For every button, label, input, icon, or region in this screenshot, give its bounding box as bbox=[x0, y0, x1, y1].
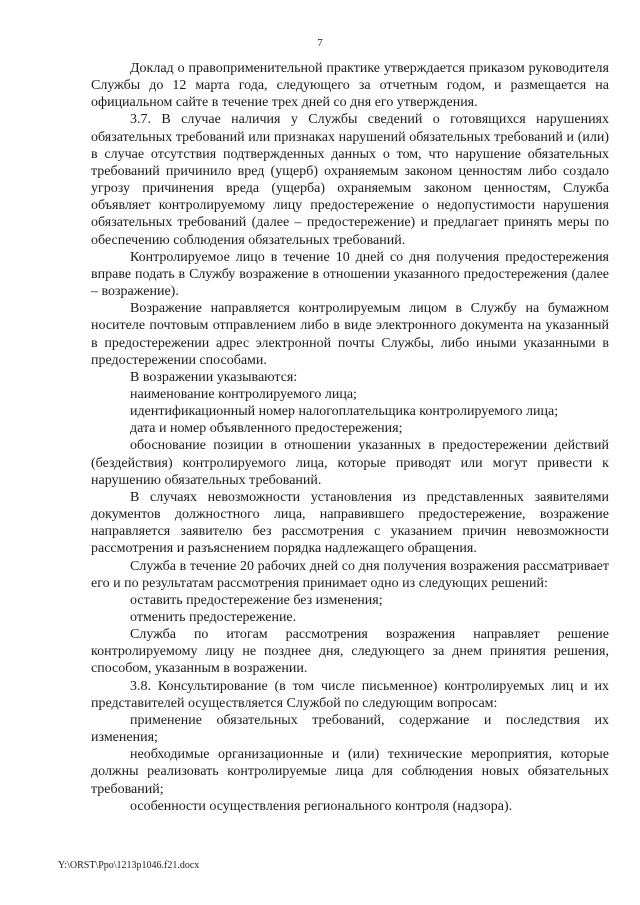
list-item: дата и номер объявленного предостережения; bbox=[130, 421, 403, 437]
paragraph-objection-contents-intro: В возражении указываются: bbox=[130, 369, 298, 385]
footer-file-path: Y:\ORST\Ppo\1213p1046.f21.docx bbox=[58, 860, 200, 871]
document-body bbox=[91, 60, 609, 815]
list-item: идентификационный номер налогоплательщика контролируемого лица; bbox=[130, 404, 559, 420]
paragraph-3-7-warning: 3.7. В случае наличия у Службы сведений о готовящихся нарушениях обязательных требований или признаках нарушений обязательных требований и (или) в случае отсутствия подтвержденных данных о том, что нарушение обязательных требований причинило вред (ущерб) охраняемым законом ценностям либо создало угрозу причинения вреда (ущерба) охраняемым законом ценностям, Служба объявляет контролируемому лицу предостережение о недопустимости нарушения обязательных требований (далее – предостережение) и предлагает принять меры по обеспечению соблюдения обязательных требований. bbox=[91, 112, 609, 248]
list-item: применение обязательных требований, содержание и последствия их изменения; bbox=[91, 712, 609, 746]
list-item: отменить предостережение. bbox=[130, 610, 297, 625]
list-item: необходимые организационные и (или) технические мероприятия, которые должны реализовать контролируемые лица для соблюдения новых обязательных требований; bbox=[91, 747, 609, 797]
paragraph-objection-right: Контролируемое лицо в течение 10 дней со дня получения предостережения вправе подать в Службу возражение в отношении указанного предостережения (далее – возражение). bbox=[91, 249, 609, 300]
list-item: наименование контролируемого лица; bbox=[130, 386, 357, 402]
paragraph-objection-delivery: Возражение направляется контролируемым лицом в Службу на бумажном носителе почтовым отправлением либо в виде электронного документа на указанный в предостережении адрес электронной почты Службы, либо иными указанными в предостережении способами. bbox=[91, 301, 609, 368]
paragraph-3-8-consulting: 3.8. Консультирование (в том числе письменное) контролируемых лиц и их представителей осуществляется Службой по следующим вопросам: bbox=[91, 678, 609, 711]
page-number: 7 bbox=[317, 37, 323, 49]
paragraph-report-approval: Доклад о правоприменительной практике утверждается приказом руководителя Службы до 12 марта года, следующего за отчетным годом, и размещается на официальном сайте в течение трех дней со дня его утверждения. bbox=[91, 61, 609, 111]
list-item: оставить предостережение без изменения; bbox=[130, 592, 383, 608]
paragraph-objection-review: Служба в течение 20 рабочих дней со дня получения возражения рассматривает его и по результатам рассмотрения принимает одно из следующих решений: bbox=[91, 558, 609, 591]
paragraph-decision-notice: Служба по итогам рассмотрения возражения направляет решение контролируемому лицу не позднее дня, следующего за днем принятия решения, способом, указанным в возражении. bbox=[91, 627, 609, 677]
paragraph-unidentified-official: В случаях невозможности установления из представленных заявителями документов должностного лица, направившего предостережение, возражение направляется заявителю без рассмотрения с указанием причин невозможности рассмотрения и разъяснением порядка надлежащего обращения. bbox=[91, 489, 609, 557]
list-item: обоснование позиции в отношении указанных в предостережении действий (бездействия) контролируемого лица, которые приводят или могут привести к нарушению обязательных требований. bbox=[91, 438, 609, 488]
list-item: особенности осуществления регионального контроля (надзора). bbox=[130, 798, 513, 814]
